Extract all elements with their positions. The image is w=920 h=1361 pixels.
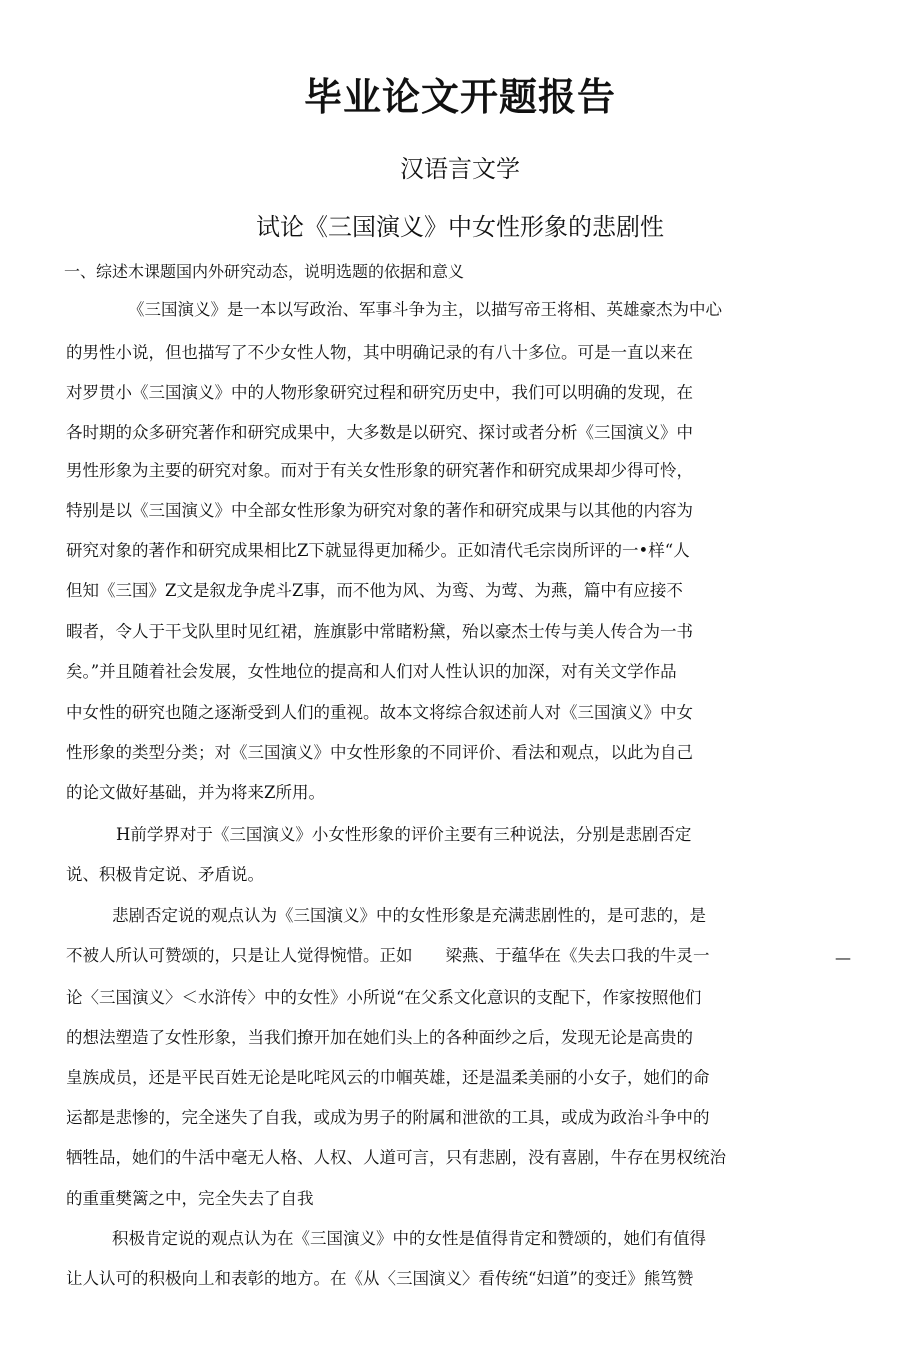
text-line: 的重重樊篱之中，完全失去了自我 — [66, 1189, 314, 1208]
text-line: 对罗贯小《三国演义》中的人物形象研究过程和研究历史中，我们可以明确的发现，在 — [66, 383, 693, 402]
text-line: 论〈三国演义〉＜水浒传〉中的女性》小所说“在父系文化意识的支配下，作家按照他们 — [66, 988, 702, 1007]
thesis-title: 试论《三国演义》中女性形象的悲剧性 — [256, 213, 664, 241]
text-line: 研究对象的著作和研究成果相比Z下就显得更加稀少。正如清代毛宗岗所评的一•样“人 — [66, 541, 690, 560]
text-line: 男性形象为主要的研究对象。而对于有关女性形象的研究著作和研究成果却少得可怜， — [66, 461, 693, 480]
text-line: H前学界对于《三国演义》小女性形象的评价主要有三种说法，分别是悲剧否定 — [116, 825, 692, 844]
major-name: 汉语言文学 — [400, 155, 520, 183]
text-line: 的论文做好基础，并为将来Z所用。 — [66, 783, 325, 802]
text-line: 中女性的研究也随之逐渐受到人们的重视。故本文将综合叙述前人对《三国演义》中女 — [66, 703, 693, 722]
section-heading: 一、综述木课题国内外研究动态，说明选题的依据和意义 — [64, 262, 465, 281]
text-line: 皇族成员，还是平民百姓无论是叱咤风云的巾帼英雄，还是温柔美丽的小女子，她们的命 — [66, 1068, 710, 1087]
text-line: 不被人所认可赞颂的，只是让人觉得惋惜。正如 梁燕、于蕴华在《失去口我的牛灵一 — [66, 946, 710, 965]
text-line: 特别是以《三国演义》中全部女性形象为研究对象的著作和研究成果与以其他的内容为 — [66, 501, 693, 520]
text-line: 牺牲品，她们的牛活中毫无人格、人权、人道可言，只有悲剧，没有喜剧，牛存在男权统治 — [66, 1148, 726, 1167]
text-line: 各时期的众多研究著作和研究成果中，大多数是以研究、探讨或者分析《三国演义》中 — [66, 423, 693, 442]
margin-dash: — — [835, 948, 851, 967]
text-line: 的男性小说，但也描写了不少女性人物，其中明确记录的有八十多位。可是一直以来在 — [66, 343, 693, 362]
text-line: 积极肯定说的观点认为在《三国演义》中的女性是值得肯定和赞颂的，她们有值得 — [112, 1229, 706, 1248]
text-line: 矣。”并且随着社会发展，女性地位的提高和人们对人性认识的加深，对有关文学作品 — [66, 662, 677, 681]
text-line: 但知《三国》Z文是叙龙争虎斗Z事，而不他为风、为鸾、为莺、为燕，篇中有应接不 — [66, 581, 683, 600]
text-line: 暇者，令人于干戈队里时见红裙，旌旗影中常睹粉黛，殆以豪杰士传与美人传合为一书 — [66, 622, 693, 641]
document-title: 毕业论文开题报告 — [303, 75, 616, 119]
text-line: 悲剧否定说的观点认为《三国演义》中的女性形象是充满悲剧性的，是可悲的，是 — [112, 906, 706, 925]
text-line: 让人认可的积极向丄和表彰的地方。在《从〈三国演义〉看传统“妇道”的变迁》熊笃赞 — [66, 1269, 694, 1288]
text-line: 的想法塑造了女性形象，当我们撩开加在她们头上的各种面纱之后，发现无论是高贵的 — [66, 1028, 693, 1047]
text-line: 性形象的类型分类；对《三国演义》中女性形象的不同评价、看法和观点，以此为自己 — [66, 743, 693, 762]
text-line: 《三国演义》是一本以写政治、军事斗争为主，以描写帝王将相、英雄豪杰为中心 — [128, 300, 722, 319]
text-line: 运都是悲惨的，完全迷失了自我，或成为男子的附属和泄欲的工具，或成为政治斗争中的 — [66, 1108, 710, 1127]
text-line: 说、积极肯定说、矛盾说。 — [66, 865, 264, 884]
